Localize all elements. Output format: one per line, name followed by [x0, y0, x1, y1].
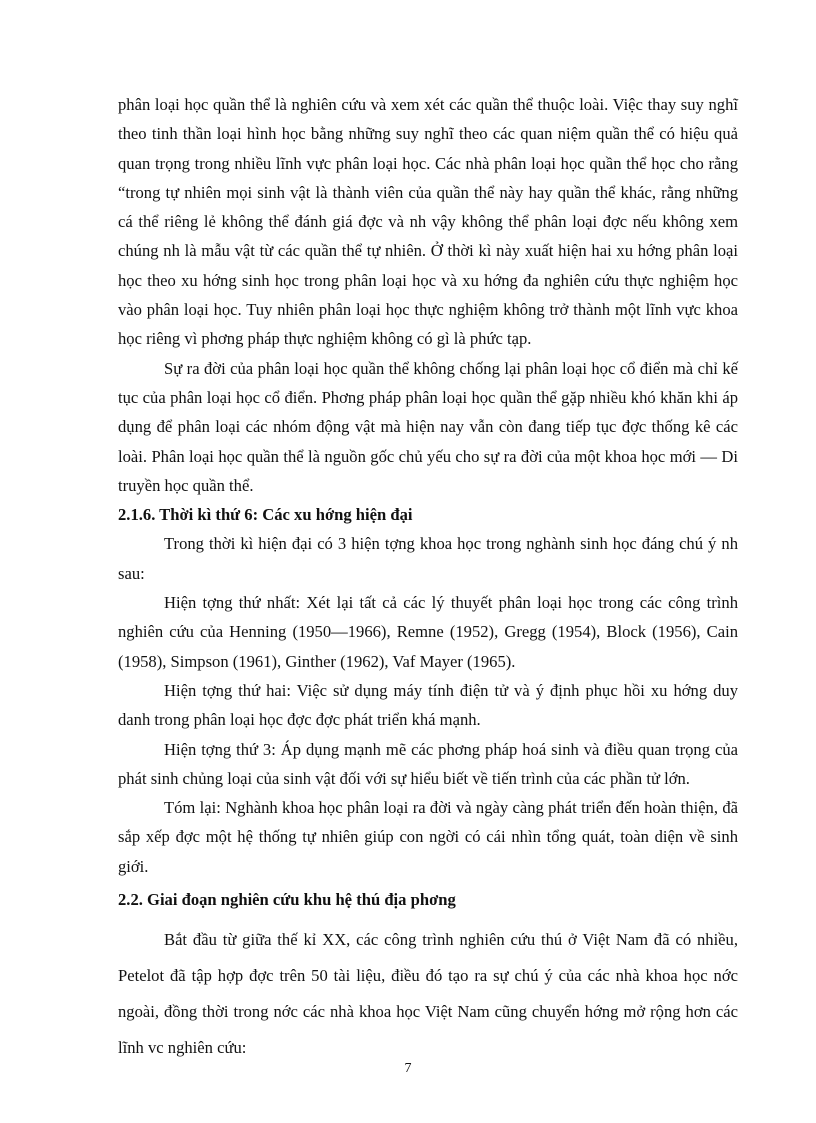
- paragraph: Bắt đầu từ giữa thế kỉ XX, các công trình nghiên cứu thú ở Việt Nam đã có nhiều, Petelot đã tập hợp đợc trên 50 tài liệu, điều đó tạo ra sự chú ý của các nhà khoa học nớc ngoài, đồng thời trong nớc các nhà khoa học Việt Nam cũng chuyển hớng mở rộng hơn các lĩnh vc nghiên cứu:: [118, 930, 738, 1058]
- paragraph: Hiện tợng thứ hai: Việc sử dụng máy tính điện tử và ý định phục hồi xu hớng duy danh trong phân loại học đợc đợc phát triển khá mạnh.: [118, 680, 738, 730]
- page-content: [118, 90, 738, 1066]
- paragraph: Hiện tợng thứ 3: Áp dụng mạnh mẽ các phơng pháp hoá sinh và điều quan trọng của phát sinh chủng loại của sinh vật đối với sự hiểu biết về tiến trình của các phần tử lớn.: [118, 739, 738, 788]
- paragraph: Hiện tợng thứ nhất: Xét lại tất cả các lý thuyết phân loại học trong các công trình nghiên cứu của Henning (1950—1966), Remne (1952), Gregg (1954), Block (1956), Cain (1958), Simpson (1961), Ginther (1962), Vaf Mayer (1965).: [118, 593, 738, 671]
- paragraph: phân loại học quần thể là nghiên cứu và xem xét các quần thể thuộc loài. Việc thay suy nghĩ theo tinh thần loại hình học bằng những suy nghĩ theo các quan niệm quần thể có hiệu quả quan trọng trong nhiều lĩnh vực phân loại học. Các nhà phân loại học quần thể học cho rằng “trong tự nhiên mọi sinh vật là thành viên của quần thể này hay quần thể khác, rằng những cá thể riêng lẻ không thể đánh giá đợc và nh vậy không thể phân loại đợc nếu không xem chúng nh là mẫu vật từ các quần thể tự nhiên. Ở thời kì này xuất hiện hai xu hớng phân loại học theo xu hớng sinh học trong phân loại học và xu hớng đa nghiên cứu thực nghiệm học vào phân loại học. Tuy nhiên phân loại học thực nghiệm không trở thành một lĩnh vực khoa học riêng vì phơng pháp thực nghiệm không có gì là phức tạp.: [118, 95, 738, 349]
- section-heading: 2.2. Giai đoạn nghiên cứu khu hệ thú địa phơng: [118, 890, 456, 910]
- paragraph: Sự ra đời của phân loại học quần thể không chống lại phân loại học cổ điển mà chỉ kế tục của phân loại học cổ điển. Phơng pháp phân loại học quần thể gặp nhiều khó khăn khi áp dụng để phân loại các nhóm động vật mà hiện nay vẫn còn đang tiếp tục đợc thống kê các loài. Phân loại học quần thể là nguồn gốc chủ yếu cho sự ra đời của một khoa học mới — Di truyền học quần thể.: [118, 358, 738, 495]
- paragraph: Tóm lại: Nghành khoa học phân loại ra đời và ngày càng phát triển đến hoàn thiện, đã sắp xếp đợc một hệ thống tự nhiên giúp con ngời có cái nhìn tổng quát, toàn diện về sinh giới.: [118, 798, 738, 876]
- section-heading: 2.1.6. Thời kì thứ 6: Các xu hớng hiện đại: [118, 505, 413, 525]
- paragraph: Trong thời kì hiện đại có 3 hiện tợng khoa học trong nghành sinh học đáng chú ý nh sau:: [118, 534, 738, 583]
- page-number: 7: [404, 1061, 412, 1076]
